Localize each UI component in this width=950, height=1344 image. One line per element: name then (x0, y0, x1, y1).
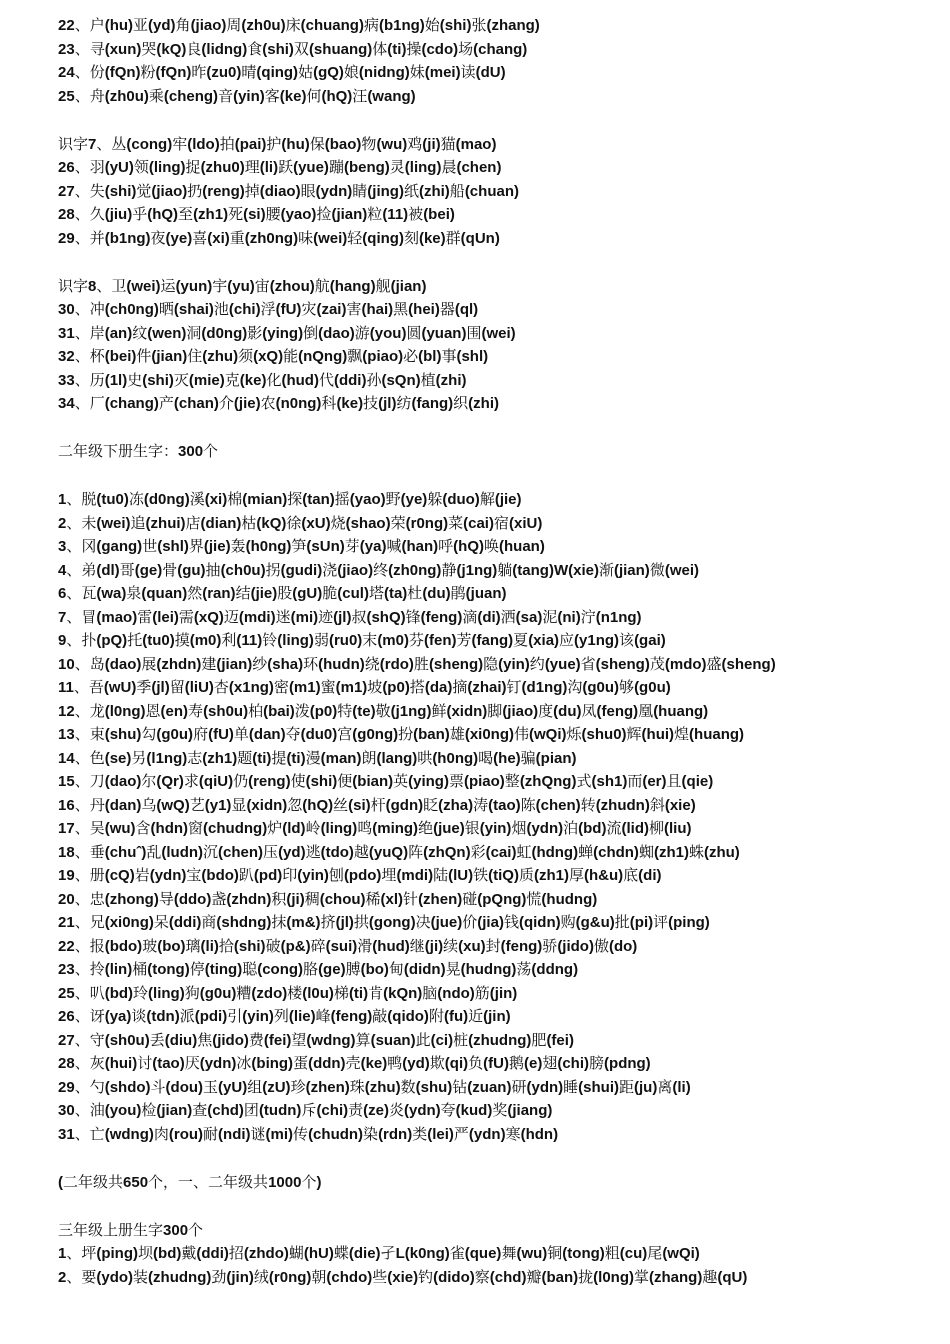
text-line: 22、户(hu)亚(yd)角(jiao)周(zh0u)床(chuang)病(b1ng)始(shi)张(zhang) (58, 17, 540, 34)
text-line: 23、拎(lin)桶(tong)停(ting)聪(cong)胳(ge)膊(bo)甸(didn)晃(hudng)荡(ddng) (58, 961, 579, 978)
text-line: 26、羽(yU)领(ling)捉(zhu0)理(li)跃(yue)蹦(beng)灵(ling)晨(chen) (58, 159, 502, 176)
text-line: 26、讶(ya)谈(tdn)派(pdi)引(yin)列(lie)峰(feng)敲(qido)附(fu)近(jin) (58, 1008, 511, 1025)
text-line: 30、油(you)检(jian)查(chd)团(tudn)斥(chi)责(ze)炎(ydn)夸(kud)奖(jiang) (58, 1102, 553, 1119)
text-line: 10、岛(dao)展(zhdn)建(jian)纱(sha)环(hudn)绕(rdo)胜(sheng)隐(yin)约(yue)省(sheng)茂(mdo)盛(sheng) (58, 655, 776, 673)
text-line: 29、并(b1ng)夜(ye)喜(xi)重(zh0ng)味(wei)轻(qing)刻(ke)群(qUn) (58, 229, 500, 247)
blank-line (58, 416, 938, 441)
text-line: 28、灰(hui)讨(tao)厌(ydn)冰(bing)蛋(ddn)壳(ke)鸭(yd)欺(qi)负(fU)鹅(e)翅(chi)膀(pdng) (58, 1055, 651, 1072)
text-line: 27、失(shi)觉(jiao)扔(reng)掉(diao)眼(ydn)睛(jing)纸(zhi)船(chuan) (58, 182, 519, 200)
text-line: 识字8、卫(wei)运(yun)宇(yu)宙(zhou)航(hang)舰(jian) (58, 277, 427, 295)
text-line: 27、守(sh0u)丢(diu)焦(jido)费(fei)望(wdng)算(suan)此(ci)桩(zhudng)肥(fei) (58, 1031, 574, 1049)
text-line: 18、垂(chuˆ)乱(ludn)沉(chen)压(yd)逃(tdo)越(yuQ)阵(zhQn)彩(cai)虹(hdng)蝉(chdn)蜘(zh1)蛛(zhu) (58, 843, 740, 861)
text-line: 20、忠(zhong)导(ddo)盏(zhdn)积(ji)稠(chou)稀(xl)针(zhen)碰(pQng)慌(hudng) (58, 890, 598, 908)
text-line: 14、色(se)另(l1ng)志(zh1)题(ti)提(ti)漫(man)朗(lang)哄(h0ng)喝(he)骗(pian) (58, 749, 577, 767)
text-line: 21、兄(xi0ng)呆(ddi)商(shdng)抹(m&)挤(jl)拱(gong)决(jue)价(jia)钱(qidn)购(g&u)批(pi)评(ping) (58, 914, 710, 931)
blank-line (58, 108, 938, 133)
text-line: 23、寻(xun)哭(kQ)良(lidng)食(shi)双(shuang)体(ti)操(cdo)场(chang) (58, 40, 528, 58)
text-line: 29、勺(shdo)斗(dou)玉(yU)组(zU)珍(zhen)珠(zhu)数(shu)钻(zuan)研(ydn)睡(shui)距(ju)离(li) (58, 1078, 691, 1096)
text-line: 11、吾(wU)季(jl)留(liU)杏(x1ng)密(m1)蜜(m1)坡(p0)搭(da)摘(zhai)钉(d1ng)沟(g0u)够(g0u) (58, 679, 671, 696)
blank-line (58, 250, 938, 275)
blank-line (58, 1194, 938, 1219)
text-line: 9、扑(pQ)托(tu0)摸(m0)利(11)铃(ling)弱(ru0)末(m0)芬(fen)芳(fang)夏(xia)应(y1ng)该(gai) (58, 632, 666, 649)
text-line: 25、叭(bd)玲(ling)狗(g0u)糟(zdo)楼(l0u)梯(ti)肯(kQn)脑(ndo)筋(jin) (58, 984, 518, 1002)
text-line: 34、厂(chang)产(chan)介(jie)农(n0ng)科(ke)技(jl)纺(fang)织(zhi) (58, 395, 499, 412)
text-line: 22、报(bdo)玻(bo)璃(li)拾(shi)破(p&)碎(sui)滑(hud)继(ji)续(xu)封(feng)骄(jido)傲(do) (58, 937, 638, 955)
text-line: 15、刀(dao)尔(Qr)求(qiU)仍(reng)使(shi)便(bian)英(ying)票(piao)整(zhQng)式(sh1)而(er)且(qie) (58, 773, 714, 790)
text-line: 1、坪(ping)坝(bd)戴(ddi)招(zhdo)蝴(hU)蝶(die)孑L(k0ng)雀(que)舞(wu)铜(tong)粗(cu)尾(wQi) (58, 1245, 700, 1262)
text-line: 31、岸(an)纹(wen)洞(d0ng)影(ying)倒(dao)游(you)圆(yuan)围(wei) (58, 324, 516, 342)
text-line: 3、冈(gang)世(shl)界(jie)轰(h0ng)笋(sUn)芽(ya)喊(han)呼(hQ)唤(huan) (58, 538, 545, 555)
text-line: 17、吴(wu)含(hdn)窗(chudng)炉(ld)岭(ling)鸣(ming)绝(jue)银(yin)烟(ydn)泊(bd)流(lid)柳(liu) (58, 820, 692, 837)
text-line: 识字7、丛(cong)牢(ldo)拍(pai)护(hu)保(bao)物(wu)鸡(ji)猫(mao) (58, 135, 497, 153)
text-line: 13、束(shu)勾(g0u)府(fU)单(dan)夺(du0)宫(g0ng)扮(ban)雄(xi0ng)伟(wQi)烁(shu0)辉(hui)煌(huang) (58, 726, 745, 743)
text-line: 24、份(fQn)粉(fQn)昨(zu0)晴(qing)姑(gQ)娘(nidng)妹(mei)读(dU) (58, 64, 506, 81)
text-line: 19、册(cQ)岩(ydn)宝(bdo)趴(pd)印(yin)刨(pdo)埋(mdi)陆(lU)铁(tiQ)质(zh1)厚(h&u)底(di) (58, 867, 662, 884)
text-line: 二年级下册生字：300个 (58, 443, 219, 460)
text-line: 33、历(1l)史(shi)灭(mie)克(ke)化(hud)代(ddi)孙(sQn)植(zhi) (58, 371, 467, 389)
text-line: (二年级共650个，一、二年级共1000个) (58, 1173, 322, 1191)
blank-line (58, 464, 938, 489)
document-page (58, 14, 938, 1289)
text-line: 25、舟(zh0u)乘(cheng)音(yin)客(ke)何(hQ)汪(wang) (58, 87, 416, 105)
text-line: 28、久(jiu)乎(hQ)至(zh1)死(si)腰(yao)捡(jian)粒(11)被(bei) (58, 206, 455, 223)
text-line: 16、丹(dan)乌(wQ)艺(y1)显(xidn)忽(hQ)丝(si)杆(gdn)眨(zha)涛(tao)陈(chen)转(zhudn)斜(xie) (58, 796, 696, 814)
blank-line (58, 1146, 938, 1171)
text-line: 2、要(ydo)装(zhudng)劲(jin)绒(r0ng)朝(chdo)些(xie)钓(dido)察(chd)瓣(ban)拢(l0ng)掌(zhang)趣(qU) (58, 1268, 748, 1286)
text-line: 三年级上册生字300个 (58, 1221, 204, 1239)
text-line: 1、脱(tu0)冻(d0ng)溪(xi)棉(mian)探(tan)摇(yao)野(ye)躲(duo)解(jie) (58, 491, 522, 508)
text-line: 30、冲(ch0ng)晒(shai)池(chi)浮(fU)灾(zai)害(hai)黑(hei)器(ql) (58, 301, 479, 318)
text-line: 6、瓦(wa)泉(quan)然(ran)结(jie)股(gU)脆(cul)塔(ta)杜(du)鹃(juan) (58, 585, 507, 602)
text-line: 4、弟(dl)哥(ge)骨(gu)抽(ch0u)拐(gudi)浇(jiao)终(zh0ng)静(j1ng)躺(tang)W(xie)渐(jian)微(wei) (58, 561, 699, 579)
text-line: 12、龙(l0ng)恩(en)寿(sh0u)柏(bai)泼(p0)特(te)敬(j1ng)鲜(xidn)脚(jiao)度(du)凤(feng)凰(huang) (58, 702, 709, 720)
text-line: 32、杯(bei)件(jian)住(zhu)须(xQ)能(nQng)飘(piao)必(bl)事(shl) (58, 348, 489, 365)
text-line: 31、亡(wdng)肉(rou)耐(ndi)谜(mi)传(chudn)染(rdn)类(lei)严(ydn)寒(hdn) (58, 1125, 559, 1143)
text-line: 2、未(wei)追(zhui)店(dian)枯(kQ)徐(xU)烧(shao)荣(r0ng)菜(cai)宿(xiU) (58, 514, 543, 532)
text-line: 7、冒(mao)雷(lei)需(xQ)迈(mdi)迷(mi)迹(jl)叔(shQ)锋(feng)滴(di)洒(sa)泥(ni)泞(n1ng) (58, 608, 642, 626)
